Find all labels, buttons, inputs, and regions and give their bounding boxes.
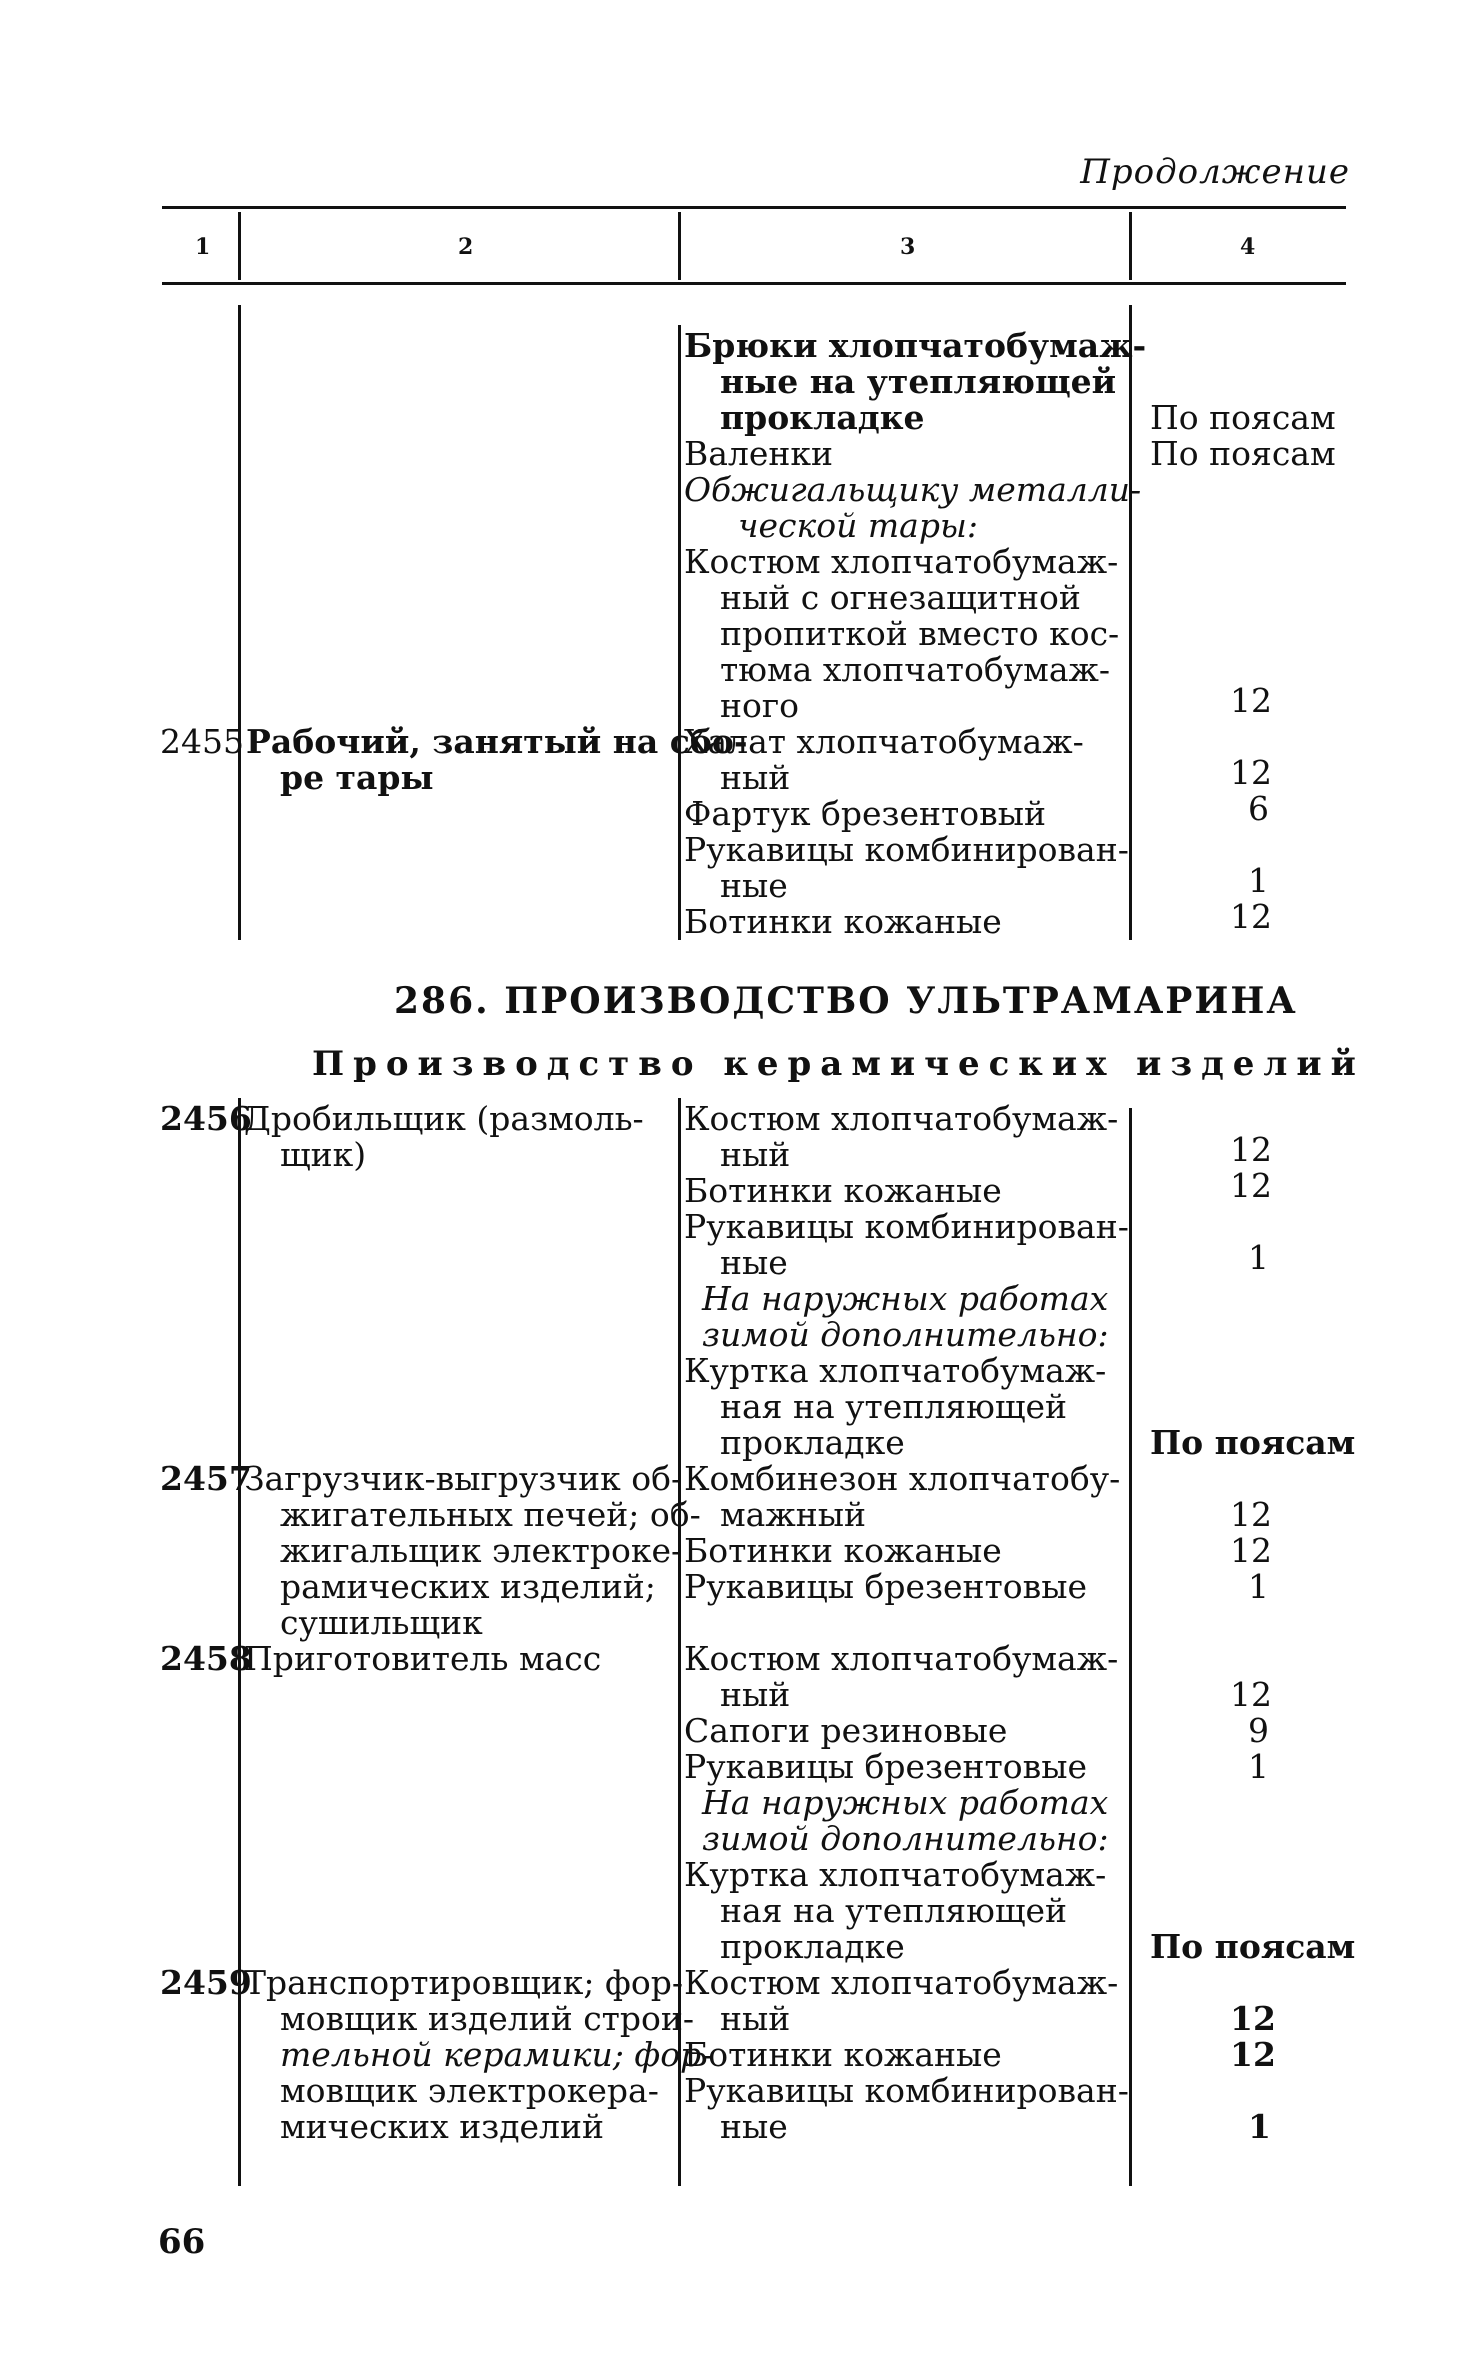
profession-line: сушильщик [280,1603,483,1642]
term-value: 12 [1230,753,1272,792]
term-value: 12 [1230,897,1272,936]
list-item: Костюм хлопчатобумаж- [684,542,1119,581]
row-number: 2457 [160,1459,252,1498]
list-item: ный [720,758,791,797]
header-divider-3 [1129,212,1132,280]
list-item: мажный [720,1495,866,1534]
list-item: прокладке [720,1927,905,1966]
list-item: Рукавицы брезентовые [684,1747,1088,1786]
list-item: ный [720,1135,791,1174]
block1-divider-1 [238,305,241,940]
list-item: ные [720,2107,788,2146]
table-header-rule [162,282,1346,285]
column-header-4: 4 [1240,234,1256,260]
list-item: Костюм хлопчатобумаж- [684,1099,1119,1138]
list-item: Рукавицы брезентовые [684,1567,1088,1606]
term-value: 12 [1230,1999,1276,2038]
block1-divider-3 [1129,305,1132,940]
profession-line: Рабочий, занятый на сбо- [246,722,748,761]
list-item: Валенки [684,434,834,473]
list-item: Ботинки кожаные [684,2035,1002,2074]
profession-line: мических изделий [280,2107,605,2146]
term-value: 12 [1230,1166,1272,1205]
list-item: Фартук брезентовый [684,794,1046,833]
row-number: 2459 [160,1963,252,2002]
term-value: По поясам [1150,1423,1356,1462]
term-value: 12 [1230,1495,1272,1534]
list-item: Куртка хлопчатобумаж- [684,1855,1107,1894]
term-value: 12 [1230,1675,1272,1714]
list-item: зимой дополнительно: [702,1819,1109,1858]
term-value: По поясам [1150,398,1336,437]
term-value: 12 [1230,1130,1272,1169]
list-item: Ботинки кожаные [684,1171,1002,1210]
term-value: По поясам [1150,1927,1356,1966]
list-item: На наружных работах [702,1783,1109,1822]
list-item: ный [720,1999,791,2038]
table-top-rule [162,206,1346,209]
list-item: Брюки хлопчатобумаж- [684,326,1147,365]
list-item: ная на утепляющей [720,1891,1068,1930]
list-item: Ботинки кожаные [684,1531,1002,1570]
list-item: Обжигальщику металли- [684,470,1142,509]
list-item: Куртка хлопчатобумаж- [684,1351,1107,1390]
continuation-label: Продолжение [1080,152,1350,192]
profession-line: мовщик электрокера- [280,2071,659,2110]
term-value: 6 [1248,789,1269,828]
list-item: ного [720,686,800,725]
profession-line: жигательных печей; об- [280,1495,701,1534]
list-item: зимой дополнительно: [702,1315,1109,1354]
term-value: 1 [1248,2107,1271,2146]
column-header-3: 3 [900,234,916,260]
list-item: ный [720,1675,791,1714]
term-value: 12 [1230,1531,1272,1570]
term-value: 1 [1248,861,1269,900]
list-item: ная на утепляющей [720,1387,1068,1426]
list-item: прокладке [720,398,925,437]
profession-line: Транспортировщик; фор- [244,1963,683,2002]
list-item: Ботинки кожаные [684,902,1002,941]
list-item: Комбинезон хлопчатобу- [684,1459,1121,1498]
term-value: 12 [1230,681,1272,720]
column-header-1: 1 [195,234,211,260]
list-item: пропиткой вместо кос- [720,614,1120,653]
list-item: ческой тары: [738,506,978,545]
profession-line: жигальщик электроке- [280,1531,683,1570]
header-divider-1 [238,212,241,280]
profession-line: мовщик изделий строи- [280,1999,695,2038]
term-value: 1 [1248,1747,1269,1786]
block2-divider-3 [1129,1108,1132,2186]
list-item: Халат хлопчатобумаж- [684,722,1084,761]
profession-line: Дробильщик (размоль- [244,1099,644,1138]
list-item: На наружных работах [702,1279,1109,1318]
list-item: Сапоги резиновые [684,1711,1008,1750]
profession-line: тельной керамики; фор- [280,2035,713,2074]
list-item: Рукавицы комбинирован- [684,1207,1129,1246]
column-header-2: 2 [458,234,474,260]
profession-line: Загрузчик-выгрузчик об- [244,1459,683,1498]
page-number: 66 [158,2222,206,2262]
profession-line: щик) [280,1135,367,1174]
term-value: 9 [1248,1711,1269,1750]
list-item: Костюм хлопчатобумаж- [684,1639,1119,1678]
list-item: Костюм хлопчатобумаж- [684,1963,1119,2002]
term-value: 12 [1230,2035,1276,2074]
term-value: 1 [1248,1238,1269,1277]
list-item: ные [720,866,788,905]
section-title: 286. ПРОИЗВОДСТВО УЛЬТРАМАРИНА [394,980,1298,1022]
row-number: 2458 [160,1639,252,1678]
list-item: прокладке [720,1423,905,1462]
row-number: 2456 [160,1099,252,1138]
list-item: ные на утепляющей [720,362,1117,401]
row-number: 2455 [160,722,244,761]
term-value: 1 [1248,1567,1269,1606]
list-item: ный с огнезащитной [720,578,1081,617]
profession-line: рамических изделий; [280,1567,656,1606]
header-divider-2 [678,212,681,280]
list-item: тюма хлопчатобумаж- [720,650,1111,689]
list-item: Рукавицы комбинирован- [684,2071,1129,2110]
section-subtitle: Производство керамических изделий [312,1044,1365,1084]
term-value: По поясам [1150,434,1336,473]
list-item: ные [720,1243,788,1282]
list-item: Рукавицы комбинирован- [684,830,1129,869]
block1-divider-2 [678,325,681,940]
profession-line: Приготовитель масс [244,1639,602,1678]
profession-line: ре тары [280,758,434,797]
